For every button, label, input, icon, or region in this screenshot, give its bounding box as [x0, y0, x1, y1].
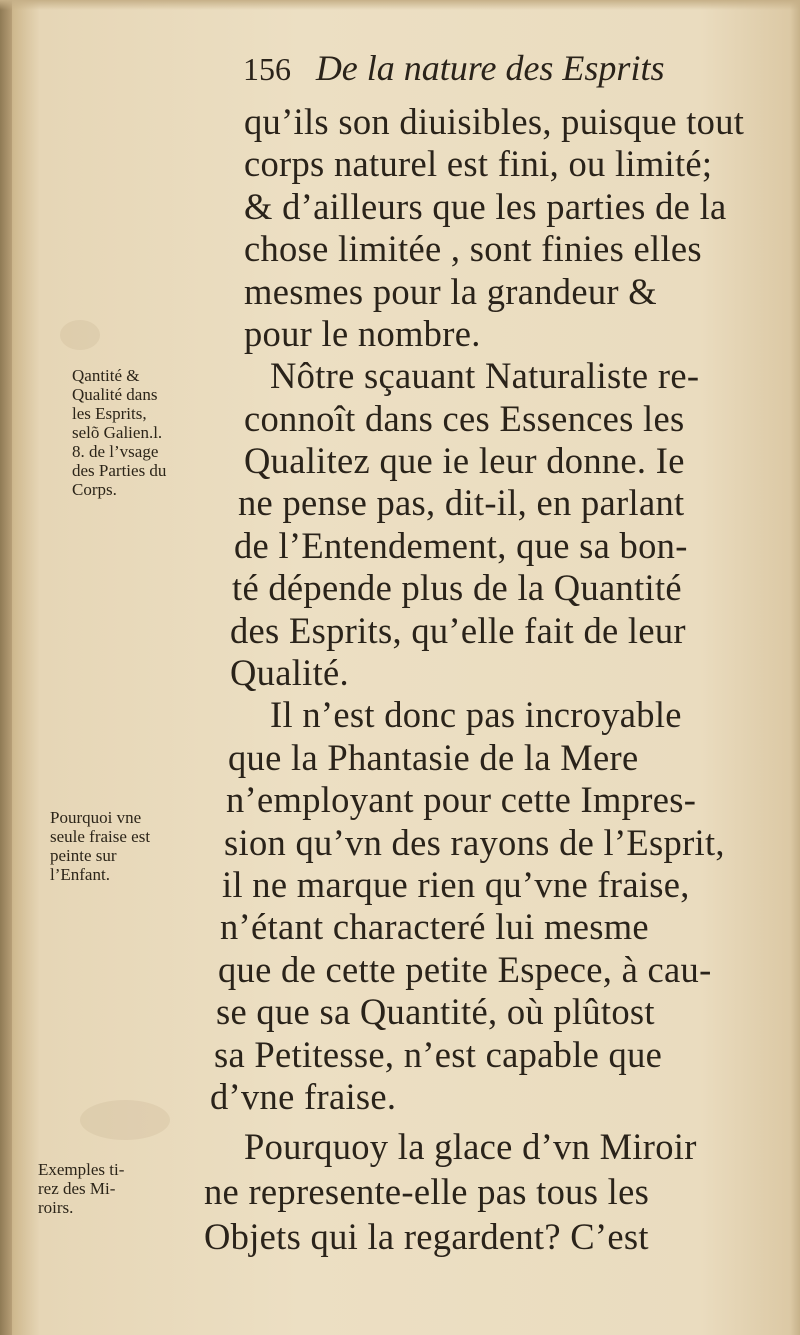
margin-note-line: peinte sur	[50, 846, 117, 865]
text-line: mesmes pour la grandeur &	[244, 271, 657, 312]
running-header	[243, 42, 763, 94]
text-line: que de cette petite Espece, à cau-	[218, 949, 712, 990]
paper-stain	[80, 1100, 170, 1140]
text-line: Objets qui la regardent? C’est	[204, 1216, 649, 1257]
text-line: ne pense pas, dit-il, en parlant	[238, 482, 685, 523]
margin-note-line: les Esprits,	[72, 404, 147, 423]
text-line: Qualité.	[230, 652, 349, 693]
paper-stain	[60, 320, 100, 350]
text-line: sa Petitesse, n’est capable que	[214, 1034, 663, 1075]
text-line: pour le nombre.	[244, 313, 481, 354]
text-line: & d’ailleurs que les parties de la	[244, 186, 727, 227]
margin-note-line: Exemples ti-	[38, 1160, 125, 1179]
text-line: Il n’est donc pas incroyable	[270, 694, 682, 735]
margin-note-line: 8. de l’vsage	[72, 442, 159, 461]
margin-note-strawberry	[50, 808, 150, 884]
page-top-edge	[0, 0, 800, 10]
text-line: que la Phantasie de la Mere	[228, 737, 639, 778]
text-line: n’étant characteré lui mesme	[220, 906, 649, 947]
text-line: se que sa Quantité, où plûtost	[216, 991, 655, 1032]
text-line: corps naturel est fini, ou limité;	[244, 143, 713, 184]
text-line: il ne marque rien qu’vne fraise,	[222, 864, 690, 905]
text-line: té dépende plus de la Quantité	[232, 567, 682, 608]
margin-note-line: Qualité dans	[72, 385, 158, 404]
margin-note-line: Qantité &	[72, 366, 140, 385]
text-line: qu’ils son diuisibles, puisque tout	[244, 101, 745, 142]
text-line: sion qu’vn des rayons de l’Esprit,	[224, 822, 725, 863]
page-number: 156	[243, 51, 291, 87]
text-line: ne represente-elle pas tous les	[204, 1171, 650, 1212]
text-line: de l’Entendement, que sa bon-	[234, 525, 688, 566]
margin-note-line: Pourquoi vne	[50, 808, 142, 827]
margin-note-mirrors	[38, 1160, 124, 1217]
text-line: Pourquoy la glace d’vn Miroir	[244, 1126, 697, 1167]
margin-note-line: seule fraise est	[50, 827, 151, 846]
text-line: Nôtre sçauant Naturaliste re-	[270, 355, 700, 396]
margin-note-line: rez des Mi-	[38, 1179, 116, 1198]
margin-note-line: Corps.	[72, 480, 117, 499]
margin-note-line: l’Enfant.	[50, 865, 110, 884]
text-line: des Esprits, qu’elle fait de leur	[230, 610, 686, 651]
margin-note-quantity-quality	[72, 366, 166, 499]
text-line: chose limitée , sont finies elles	[244, 228, 702, 269]
text-line: n’employant pour cette Impres-	[226, 779, 697, 820]
text-line: Qualitez que ie leur donne. Ie	[244, 440, 685, 481]
text-line: d’vne fraise.	[210, 1076, 397, 1117]
margin-note-line: selõ Galien.l.	[72, 423, 163, 442]
page-binding	[0, 0, 12, 1335]
margin-note-line: roirs.	[38, 1198, 74, 1217]
running-title: De la nature des Esprits	[315, 48, 665, 88]
margin-note-line: des Parties du	[72, 461, 167, 480]
text-line: connoît dans ces Essences les	[244, 398, 685, 439]
